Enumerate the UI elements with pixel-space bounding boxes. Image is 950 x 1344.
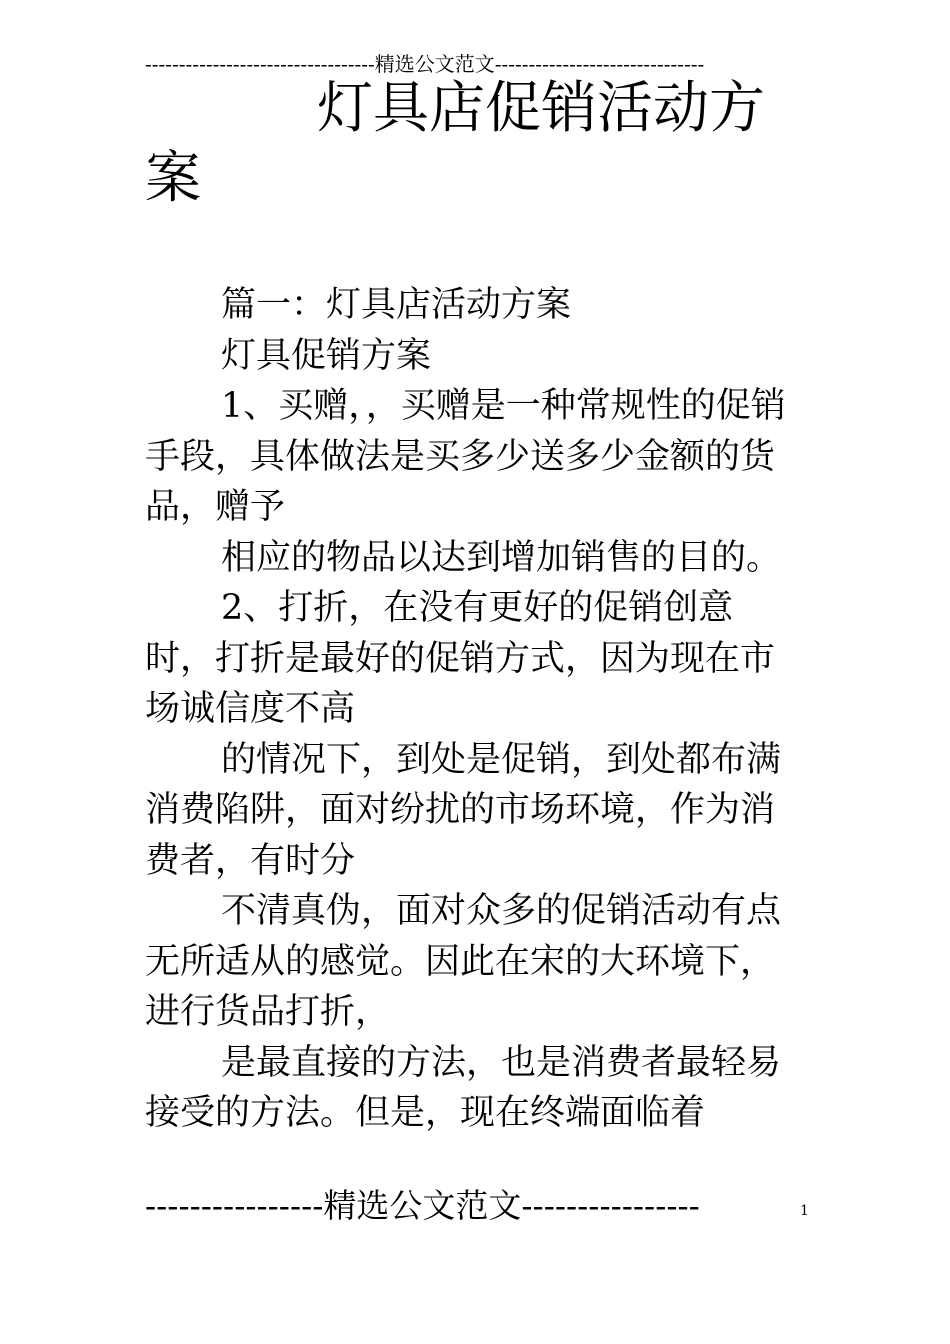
document-title: 灯具店促销活动方案 [145, 76, 765, 211]
paragraph-section-heading: 篇一：灯具店活动方案 [221, 285, 572, 325]
paragraph-item-2-continued-b: 不清真伪，面对众多的促销活动有点无所适从的感觉。因此在宋的大环境下，进行货品打折， [145, 891, 782, 1032]
paragraph-item-1-continued: 相应的物品以达到增加销售的目的。 [221, 537, 782, 578]
paragraph-item-2-continued-a: 的情况下，到处是促销，到处都布满消费陷阱，面对纷扰的市场环境，作为消费者，有时分 [145, 739, 782, 881]
paragraph-item-1: 1、买赠，，买赠是一种常规性的促销手段，具体做法是买多少送多少金额的货品，赠予 [145, 386, 786, 527]
document-body [145, 280, 800, 1139]
paragraph-item-2-continued-c: 是最直接的方法，也是消费者最轻易接受的方法。但是，现在终端面临着 [145, 1042, 782, 1133]
page-footer: ----------------精选公文范文---------------- [145, 1186, 700, 1225]
page-header: ----------------------------------精选公文范文------------------------------- [145, 52, 705, 76]
page-number: 1 [800, 1203, 809, 1219]
paragraph-subtitle: 灯具促销方案 [221, 335, 432, 376]
paragraph-item-2: 2、打折，在没有更好的促销创意时，打折是最好的促销方式，因为现在市场诚信度不高 [145, 588, 776, 729]
